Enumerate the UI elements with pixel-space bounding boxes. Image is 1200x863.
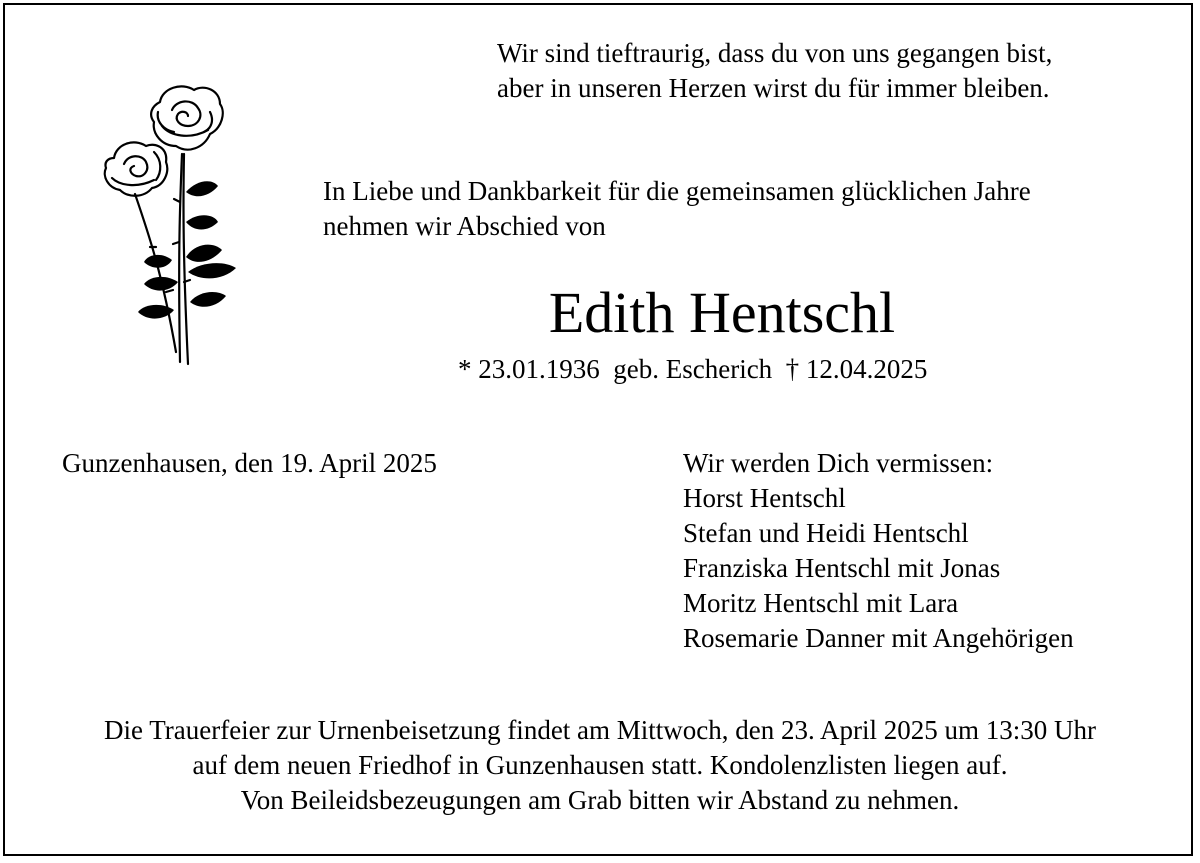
mourner-name: Rosemarie Danner mit Angehörigen	[683, 623, 1074, 653]
mourner-name: Moritz Hentschl mit Lara	[683, 588, 959, 618]
mourners-block	[683, 446, 1074, 656]
mourner-name: Franziska Hentschl mit Jonas	[683, 553, 1001, 583]
ceremony-line: Von Beileidsbezeugungen am Grab bitten wir Abstand zu nehmen.	[240, 785, 960, 815]
quote-line: aber in unseren Herzen wirst du für immer bleiben.	[497, 73, 1050, 103]
mourners-heading: Wir werden Dich vermissen:	[683, 448, 994, 478]
place-date: Gunzenhausen, den 19. April 2025	[62, 448, 437, 478]
deceased-name: Edith Hentschl	[548, 280, 896, 345]
quote-block	[497, 36, 1052, 106]
ceremony-line: Die Trauerfeier zur Urnenbeisetzung findet am Mittwoch, den 23. April 2025 um 13:30 Uhr	[103, 715, 1097, 745]
intro-line: In Liebe und Dankbarkeit für die gemeinsamen glücklichen Jahre	[323, 176, 1031, 206]
intro-line: nehmen wir Abschied von	[323, 211, 606, 241]
quote-line: Wir sind tieftraurig, dass du von uns gegangen bist,	[497, 38, 1053, 68]
mourner-name: Stefan und Heidi Hentschl	[683, 518, 969, 548]
ceremony-block	[0, 713, 1200, 818]
intro-block	[323, 174, 1031, 244]
ceremony-line: auf dem neuen Friedhof in Gunzenhausen statt. Kondolenzlisten liegen auf.	[192, 750, 1008, 780]
life-dates: * 23.01.1936 geb. Escherich † 12.04.2025	[458, 354, 928, 384]
mourner-name: Horst Hentschl	[683, 483, 846, 513]
